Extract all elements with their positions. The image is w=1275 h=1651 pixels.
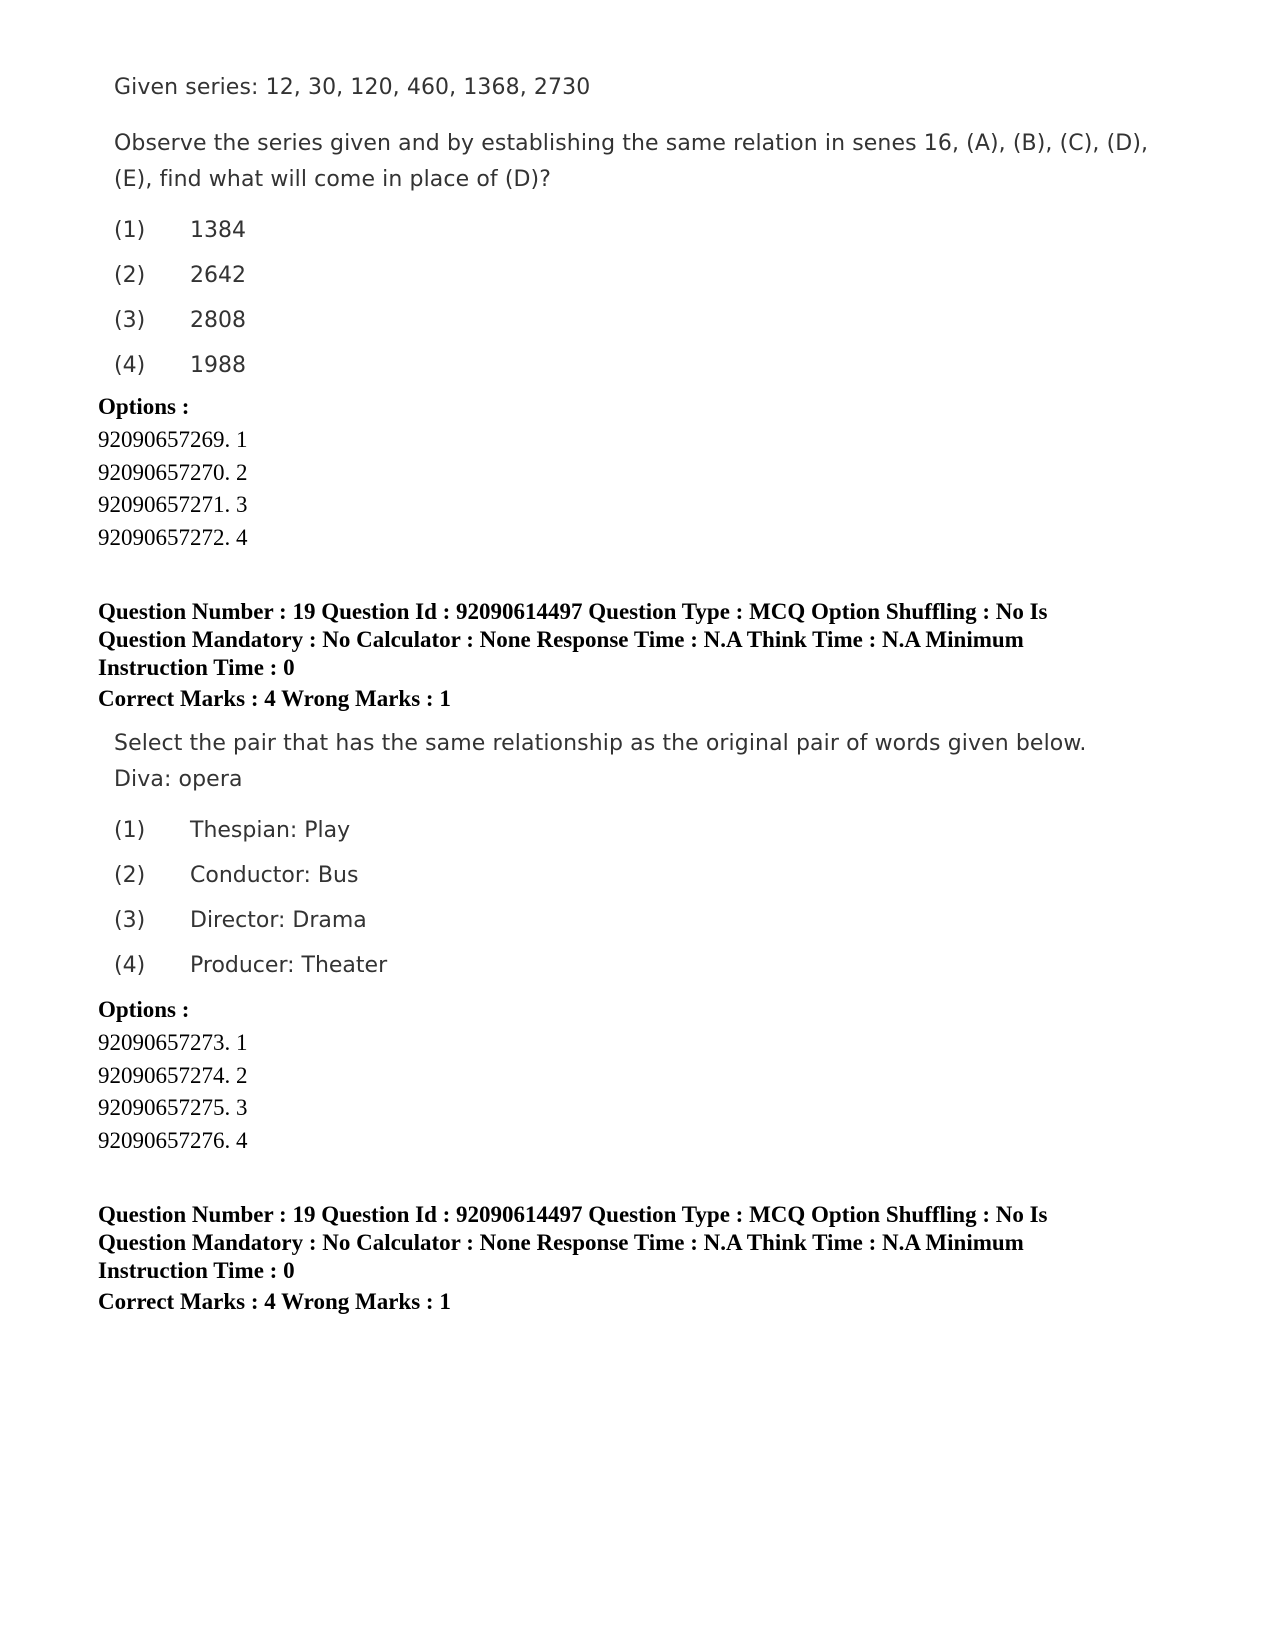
choice-text: Director: Drama — [190, 908, 367, 933]
choice-number: (4) — [114, 953, 146, 978]
q19-header — [98, 598, 1048, 682]
q19-question-text — [114, 726, 1114, 798]
choice-text: Producer: Theater — [190, 953, 388, 978]
q18-choice-4 — [114, 353, 246, 378]
q19-marks: Correct Marks : 4 Wrong Marks : 1 — [98, 686, 451, 711]
choice-number: (2) — [114, 863, 146, 888]
choice-number: (3) — [114, 908, 146, 933]
q19-options-label: Options : — [98, 997, 190, 1022]
header-line: Question Number : 19 Question Id : 92090614497 Question Type : MCQ Option Shuffling : No Is — [98, 599, 1048, 624]
q18-series-line — [114, 70, 1114, 106]
q19-option-2: 92090657274. 2 — [98, 1063, 248, 1088]
choice-number: (2) — [114, 263, 146, 288]
choice-number: (4) — [114, 353, 146, 378]
q18-options-label: Options : — [98, 394, 190, 419]
q19-choice-1 — [114, 818, 350, 843]
q18-choice-2 — [114, 263, 246, 288]
series-text: Given series: 12, 30, 120, 460, 1368, 2730 — [114, 75, 591, 100]
header-line: Question Number : 19 Question Id : 92090614497 Question Type : MCQ Option Shuffling : No Is — [98, 1202, 1048, 1227]
q18-option-2: 92090657270. 2 — [98, 460, 248, 485]
choice-text: 1988 — [190, 353, 246, 378]
choice-text: Thespian: Play — [190, 818, 351, 843]
q19-choice-2 — [114, 863, 358, 888]
q19-option-1: 92090657273. 1 — [98, 1030, 248, 1055]
header-line: Instruction Time : 0 — [98, 1258, 295, 1283]
q19-option-3: 92090657275. 3 — [98, 1095, 248, 1120]
choice-number: (1) — [114, 218, 146, 243]
q19-option-4: 92090657276. 4 — [98, 1128, 248, 1153]
q19-choice-4 — [114, 953, 387, 978]
choice-number: (1) — [114, 818, 146, 843]
question-line: Select the pair that has the same relationship as the original pair of words given below. — [114, 731, 1087, 756]
choice-text: 2642 — [190, 263, 246, 288]
q18-question-text — [114, 126, 1149, 198]
q20-header — [98, 1201, 1048, 1285]
choice-number: (3) — [114, 308, 146, 333]
q18-option-1: 92090657269. 1 — [98, 427, 248, 452]
question-line: Diva: opera — [114, 767, 243, 792]
q18-choice-3 — [114, 308, 246, 333]
header-line: Question Mandatory : No Calculator : None Response Time : N.A Think Time : N.A Minimum — [98, 1230, 1024, 1255]
choice-text: 2808 — [190, 308, 246, 333]
question-line: Observe the series given and by establishing the same relation in senes 16, (A), (B), (C), (D), — [114, 131, 1149, 156]
question-line: (E), find what will come in place of (D)? — [114, 167, 551, 192]
q18-option-4: 92090657272. 4 — [98, 525, 248, 550]
header-line: Question Mandatory : No Calculator : None Response Time : N.A Think Time : N.A Minimum — [98, 627, 1024, 652]
header-line: Instruction Time : 0 — [98, 655, 295, 680]
q18-option-3: 92090657271. 3 — [98, 492, 248, 517]
choice-text: 1384 — [190, 218, 246, 243]
q20-marks: Correct Marks : 4 Wrong Marks : 1 — [98, 1289, 451, 1314]
q19-choice-3 — [114, 908, 367, 933]
q18-choice-1 — [114, 218, 246, 243]
choice-text: Conductor: Bus — [190, 863, 359, 888]
